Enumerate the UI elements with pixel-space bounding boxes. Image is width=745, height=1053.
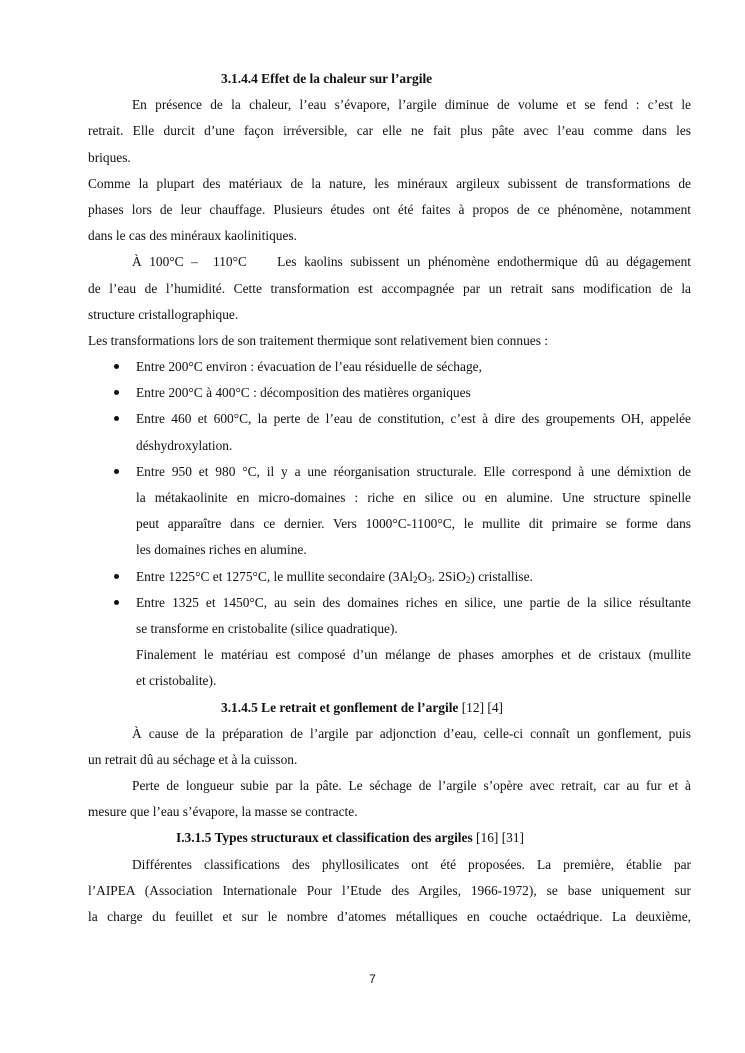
paragraph-line: Perte de longueur subie par la pâte. Le séchage de l’argile s’opère avec retrait, car au fur et à [132, 778, 691, 794]
list-item-continuation: se transforme en cristobalite (silice quadratique). [136, 620, 398, 636]
paragraph-line: Comme la plupart des matériaux de la nature, les minéraux argileux subissent de transformations de [88, 175, 691, 191]
bullet-icon [114, 364, 119, 369]
bullet-icon [114, 469, 119, 474]
page-number: 7 [369, 972, 376, 986]
list-item [88, 564, 691, 590]
list-final-note: Finalement le matériau est composé d’un mélange de phases amorphes et de cristaux (mullite [136, 647, 691, 663]
list-item [88, 406, 691, 432]
paragraph-line: de l’eau de l’humidité. Cette transformation est accompagnée par un retrait sans modification de la [88, 280, 691, 296]
paragraph-line: dans le cas des minéraux kaolinitiques. [88, 228, 297, 244]
paragraph-line: En présence de la chaleur, l’eau s’évapore, l’argile diminue de volume et se fend : c’est le [132, 97, 691, 113]
paragraph-line: l’AIPEA (Association Internationale Pour l’Etude des Argiles, 1966-1972), se base uniquement sur [88, 882, 691, 898]
paragraph-line: Différentes classifications des phyllosilicates ont été proposées. La première, établie par [132, 856, 691, 872]
bullet-icon [114, 390, 119, 395]
paragraph-line: structure cristallographique. [88, 306, 239, 322]
list-item-text: Entre 1325 et 1450°C, au sein des domaines riches en silice, une partie de la silice résultante [136, 594, 691, 610]
list-item [88, 459, 691, 485]
page-body [88, 66, 691, 930]
bullet-icon [114, 574, 119, 579]
list-item-text: Entre 1225°C et 1275°C, le mullite secondaire ($3Al_2O_3$. 2SiO$_2$) cristallise. [136, 568, 533, 585]
paragraph-line: phases lors de leur chauffage. Plusieurs études ont été faites à propos de ce phénomène, notamment [88, 201, 691, 217]
bullet-icon [114, 600, 119, 605]
list-item-text: Entre 950 et 980 °C, il y a une réorganisation structurale. Elle correspond à une démixtion de [136, 463, 691, 479]
list-item-continuation: peut apparaître dans ce dernier. Vers 1000°C-1100°C, le mullite dit primaire se forme dans [136, 516, 691, 532]
list-item [88, 590, 691, 616]
list-item-text: Entre 200°C à 400°C : décomposition des matières organiques [136, 385, 471, 401]
list-item-text: Entre 460 et 600°C, la perte de l’eau de constitution, c’est à dire des groupements OH, appelée [136, 411, 691, 427]
list-item-continuation: déshydroxylation. [136, 437, 233, 453]
list-item [88, 380, 691, 406]
bullet-icon [114, 416, 119, 421]
section-heading-3-1-4-4: 3.1.4.4 Effet de la chaleur sur l’argile [221, 71, 433, 86]
paragraph-line: briques. [88, 149, 131, 165]
list-item-continuation: la métakaolinite en micro-domaines : riche en silice ou en alumine. Une structure spinelle [136, 490, 691, 505]
list-item [88, 354, 691, 380]
list-item-continuation: les domaines riches en alumine. [136, 542, 307, 558]
paragraph-line: À 100°C – 110°C Les kaolins subissent un phénomène endothermique dû au dégagement [132, 254, 691, 270]
list-item-text: Entre 200°C environ : évacuation de l’eau résiduelle de séchage, [136, 359, 482, 375]
paragraph-line: la charge du feuillet et sur le nombre d’atomes métalliques en couche octaédrique. La deuxième, [88, 909, 691, 924]
section-heading-3-1-4-5: 3.1.4.5 Le retrait et gonflement de l’argile [12] [4] [221, 699, 503, 715]
section-heading-i-3-1-5: I.3.1.5 Types structuraux et classification des argiles [16] [31] [176, 830, 525, 846]
paragraph-line: un retrait dû au séchage et à la cuisson. [88, 751, 298, 767]
paragraph-line: Les transformations lors de son traitement thermique sont relativement bien connues : [88, 332, 548, 348]
paragraph-line: retrait. Elle durcit d’une façon irréversible, car elle ne fait plus pâte avec l’eau comme dans les [88, 123, 691, 139]
list-final-note: et cristobalite). [136, 673, 217, 689]
paragraph-line: À cause de la préparation de l’argile par adjonction d’eau, celle-ci connaît un gonflement, puis [132, 725, 691, 741]
paragraph-line: mesure que l’eau s’évapore, la masse se contracte. [88, 804, 358, 820]
